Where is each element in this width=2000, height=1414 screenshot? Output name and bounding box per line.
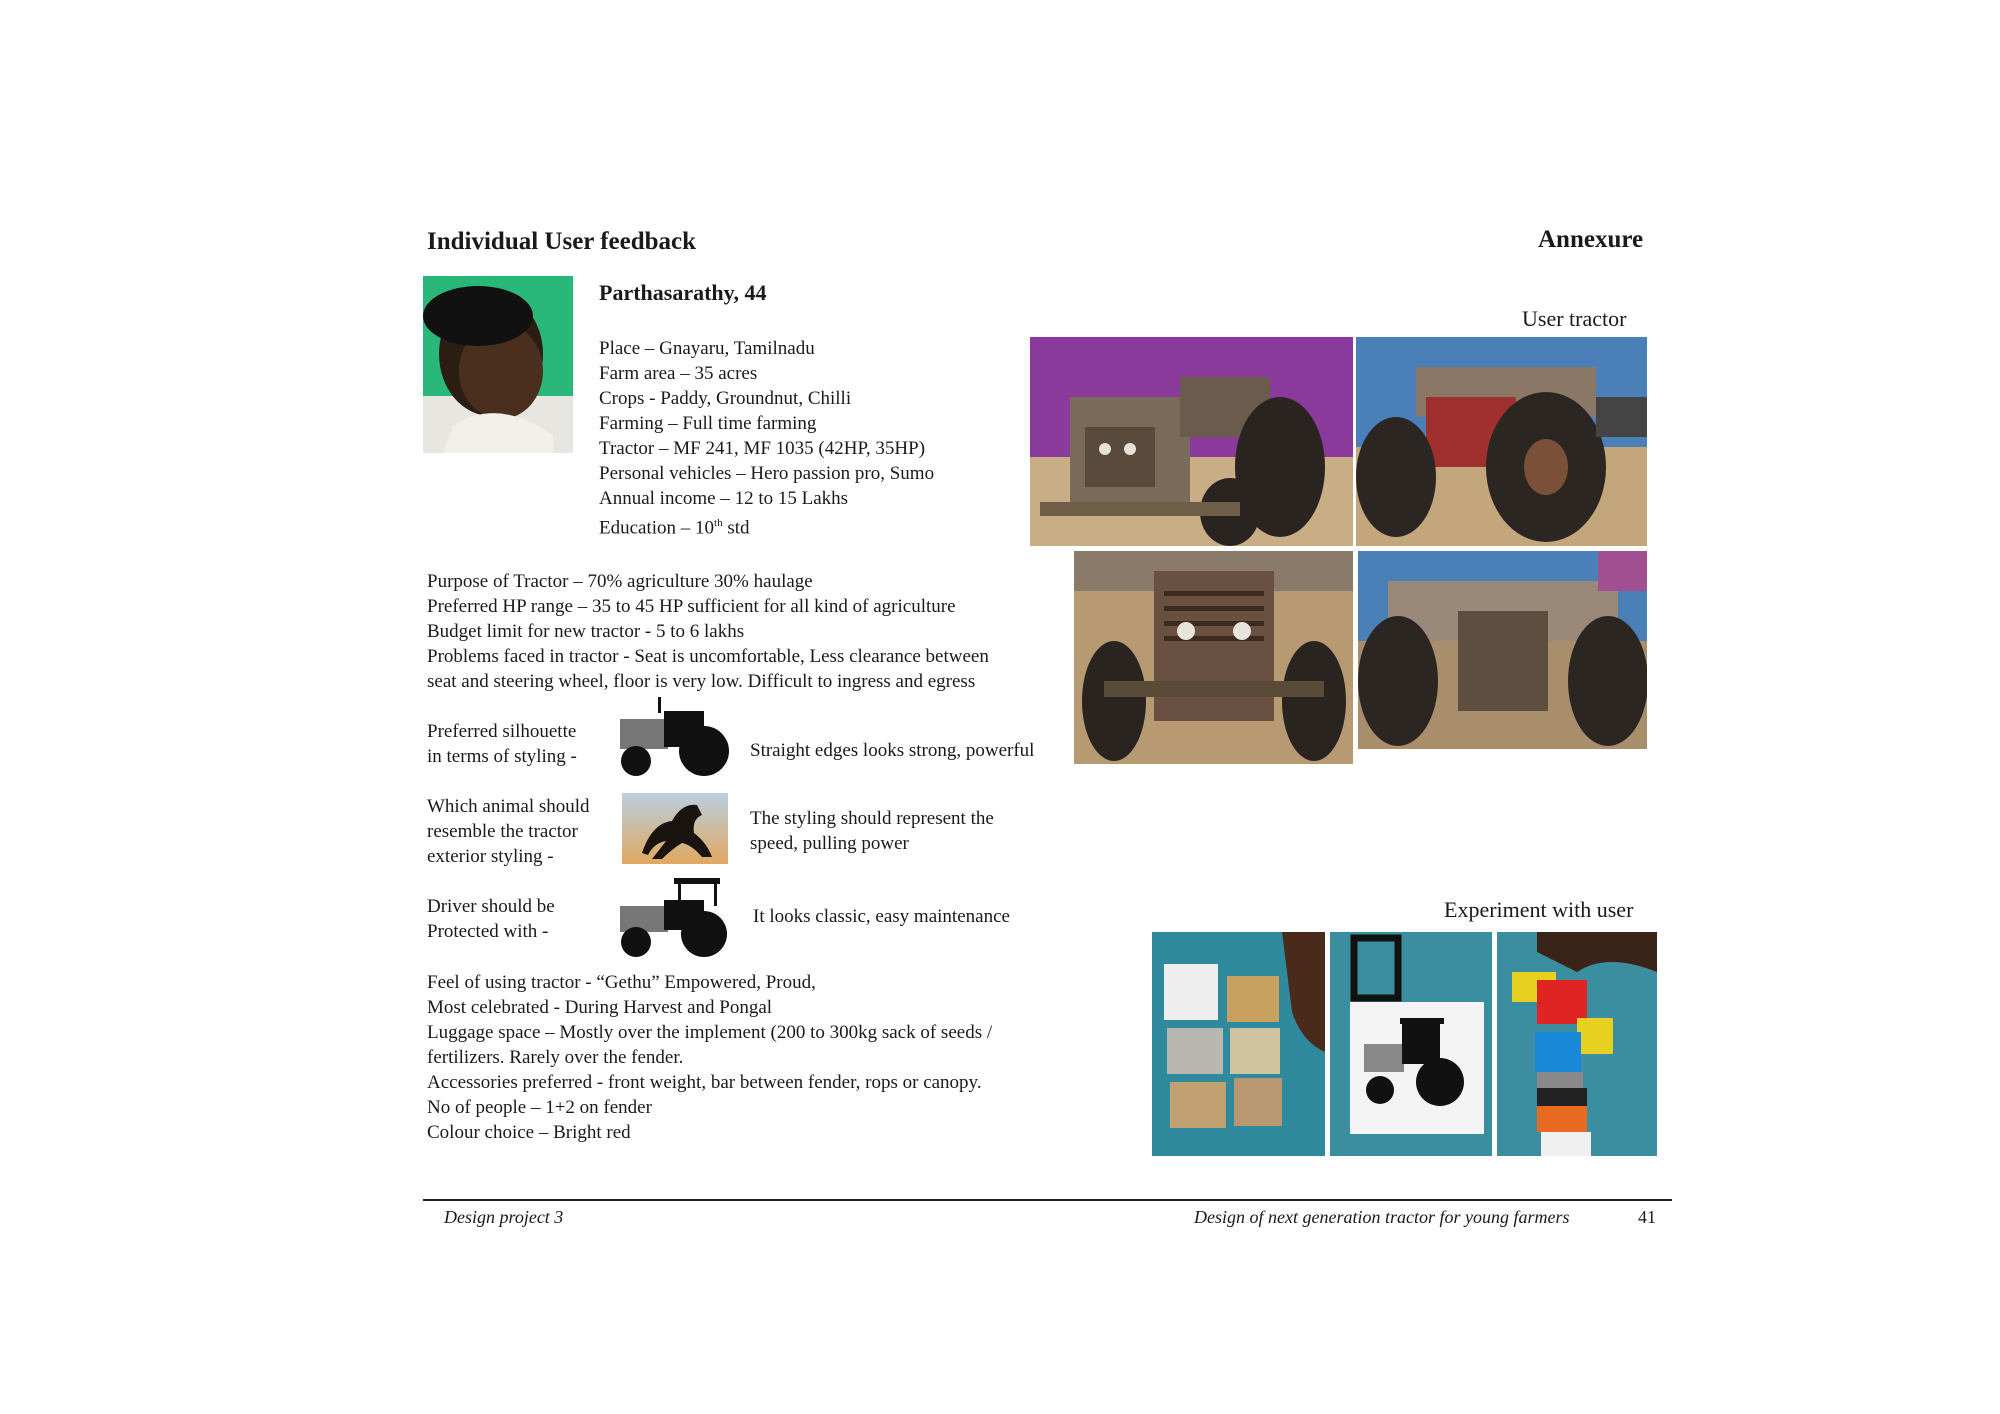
feel-line: Luggage space – Mostly over the implement (200 to 300kg sack of seeds / bbox=[427, 1022, 993, 1043]
usage-line: Problems faced in tractor - Seat is uncomfortable, Less clearance between bbox=[427, 646, 989, 667]
protection-answer: It looks classic, easy maintenance bbox=[753, 906, 1010, 927]
experiment-caption: Experiment with user bbox=[1444, 897, 1634, 922]
canopy-tractor-icon bbox=[612, 876, 735, 958]
tractor-photo-front bbox=[1030, 337, 1353, 546]
usage-line: Purpose of Tractor – 70% agriculture 30% haulage bbox=[427, 571, 813, 592]
user-portrait-photo bbox=[423, 276, 573, 453]
user-tractor-caption: User tractor bbox=[1522, 306, 1627, 331]
animal-answer: The styling should represent the speed, pulling power bbox=[750, 808, 994, 854]
animal-question: Which animal should resemble the tractor exterior styling - bbox=[427, 796, 590, 867]
tractor-photo-rear bbox=[1358, 551, 1647, 749]
footer-right: Design of next generation tractor for young farmers bbox=[1194, 1207, 1570, 1227]
feel-block bbox=[427, 970, 992, 1145]
experiment-photo-animal-cards bbox=[1152, 932, 1325, 1156]
feel-line: Colour choice – Bright red bbox=[427, 1122, 631, 1143]
page-number: 41 bbox=[1638, 1207, 1656, 1227]
usage-line: seat and steering wheel, floor is very low. Difficult to ingress and egress bbox=[427, 671, 976, 692]
education-line: Education – 10th std bbox=[599, 517, 750, 539]
footer-rule bbox=[423, 1199, 1672, 1201]
silhouette-answer: Straight edges looks strong, powerful bbox=[750, 740, 1035, 761]
profile-detail-line: Farming – Full time farming bbox=[599, 413, 817, 434]
horse-image bbox=[622, 793, 728, 864]
page-title: Individual User feedback bbox=[427, 228, 697, 255]
usage-line: Preferred HP range – 35 to 45 HP sufficient for all kind of agriculture bbox=[427, 596, 956, 617]
profile-detail-line: Place – Gnayaru, Tamilnadu bbox=[599, 338, 815, 359]
usage-line: Budget limit for new tractor - 5 to 6 lakhs bbox=[427, 621, 745, 642]
silhouette-question: Preferred silhouette in terms of styling - bbox=[427, 721, 577, 767]
protection-question: Driver should be Protected with - bbox=[427, 896, 555, 942]
profile-detail-line: Tractor – MF 241, MF 1035 (42HP, 35HP) bbox=[599, 438, 926, 459]
tractor-silhouette-icon bbox=[612, 695, 735, 777]
profile-detail-line: Personal vehicles – Hero passion pro, Sumo bbox=[599, 463, 935, 484]
profile-detail-line: Farm area – 35 acres bbox=[599, 363, 758, 384]
feel-line: Most celebrated - During Harvest and Pongal bbox=[427, 997, 773, 1018]
experiment-photo-color-swatches bbox=[1497, 932, 1657, 1156]
experiment-photo-silhouette bbox=[1330, 932, 1492, 1156]
profile-details bbox=[599, 336, 934, 540]
profile-detail-line: Crops - Paddy, Groundnut, Chilli bbox=[599, 388, 852, 409]
section-label: Annexure bbox=[1538, 226, 1644, 253]
feel-line: fertilizers. Rarely over the fender. bbox=[427, 1047, 684, 1068]
feel-line: No of people – 1+2 on fender bbox=[427, 1097, 652, 1118]
tractor-photo-grille bbox=[1074, 551, 1353, 764]
user-name: Parthasarathy, 44 bbox=[599, 280, 767, 305]
profile-detail-line: Annual income – 12 to 15 Lakhs bbox=[599, 488, 849, 509]
footer-left: Design project 3 bbox=[444, 1207, 564, 1227]
usage-block bbox=[427, 569, 989, 694]
tractor-photo-rear-side bbox=[1356, 337, 1647, 546]
feel-line: Feel of using tractor - “Gethu” Empowered, Proud, bbox=[427, 972, 816, 993]
feel-line: Accessories preferred - front weight, bar between fender, rops or canopy. bbox=[427, 1072, 982, 1093]
